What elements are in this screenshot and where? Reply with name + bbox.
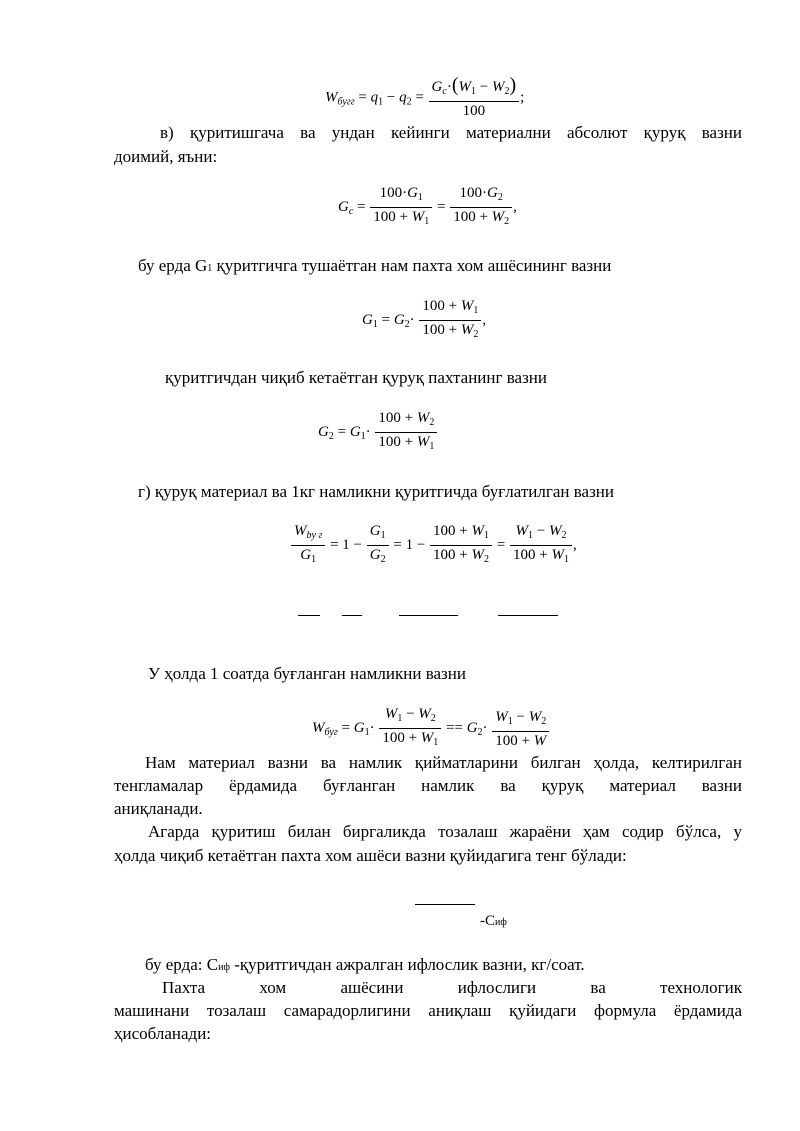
paragraph-v-line2: доимий, яъни: <box>114 147 218 166</box>
paragraph-g2: қуритгичдан чиқиб кетаётган қуруқ пахтанинг вазни <box>165 368 547 387</box>
paragraph-hour: У ҳолда 1 соатда буғланган намликни вазни <box>148 664 466 683</box>
paragraph-g: г) қуруқ материал ва 1кг намликни қуритгичда буғлатилган вазни <box>138 482 614 501</box>
paragraph-g1-text: бу ерда G <box>138 256 208 275</box>
paragraph-cif-sub: иф <box>218 962 230 973</box>
equation-dry-weight: $G_c$ = $\frac{100\cdot G_1}{100 + W_1}$ = $\frac{100\cdot G_2}{100 + W_2}$ , <box>338 185 517 227</box>
paragraph-agar-line1: Агарда қуритиш билан биргаликда тозалаш жараёни ҳам содир бўлса, у <box>148 822 742 841</box>
paragraph-agar-line2: ҳолда чиқиб кетаётган пахта хом ашёси вазни қуйидагига тенг бўлади: <box>114 846 627 865</box>
fraction-line <box>342 615 362 616</box>
paragraph-v-line1: в) қуритишгача ва ундан кейинги материални абсолют қуруқ вазни <box>160 123 742 142</box>
fraction-line <box>498 615 558 616</box>
equation-evaporated-weight: $W_{бугг} = q_1 - q_2$ = $\frac{G_c\cdot(W_1 - W_2)}{100}$ ; <box>325 74 525 119</box>
paragraph-cif-text: бу ерда: С <box>145 955 219 974</box>
equation-g2: $G_2 = G_1\cdot$ $\frac{100 + W_2}{100 + W_1}$ <box>318 409 438 456</box>
paragraph-g1-sub: 1 <box>207 263 213 274</box>
equation-ratio: $\frac{W_{bу г}}{G_1}$ = 1 − $\frac{G_1}{G_2}$ = 1 − $\frac{100 + W_1}{100 + W_2}$ = $\frac{W_1 - W_2}{100 + W_1}$ , <box>290 522 577 569</box>
paragraph-g1 <box>138 255 611 280</box>
equation-g1: $G_1 = G_2\cdot$ $\frac{100 + W_1}{100 + W_2}$ , <box>362 298 487 340</box>
paragraph-nam-line1: Нам материал вазни ва намлик қийматларини билган ҳолда, келтирилган <box>145 753 742 772</box>
paragraph-last-line2: машинани тозалаш самарадорлигини аниқлаш қуйидаги формула ёрдамида <box>114 1001 742 1020</box>
paragraph-g1-rest: қуритгичга тушаётган нам пахта хом ашёсининг вазни <box>212 256 612 275</box>
paragraph-cif <box>145 954 585 979</box>
paragraph-cif-rest: -қуритгичдан ажралган ифлослик вазни, кг/соат. <box>229 955 585 974</box>
paragraph-last-line1: Пахта хом ашёсини ифлослиги ва технологик <box>162 978 742 997</box>
equation-hourly-evaporation: $W_{буг} = G_1\cdot$ $\frac{W_1 - W_2}{100 + W_1}$ == $G_2\cdot$ $\frac{W_1 - W_2}{100 + W}$ <box>312 705 550 752</box>
paragraph-nam-line3: аниқланади. <box>114 799 203 818</box>
c-if-sub: иф <box>495 917 507 928</box>
c-if-fragment <box>480 910 507 934</box>
c-if-label: -С <box>480 913 495 929</box>
paragraph-nam-line2: тенгламалар ёрдамида буғланган намлик ва қуруқ материал вазни <box>114 776 742 795</box>
fraction-line <box>415 904 475 905</box>
fraction-line <box>298 615 320 616</box>
fraction-line <box>399 615 458 616</box>
paragraph-last-line3: ҳисобланади: <box>114 1024 212 1043</box>
